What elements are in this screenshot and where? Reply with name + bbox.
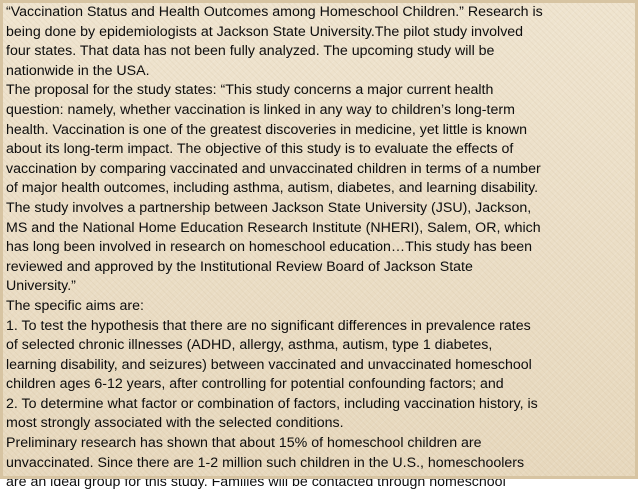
text-line: nationwide in the USA. [6, 62, 150, 79]
text-line: unvaccinated. Since there are 1-2 million such children in the U.S., homeschoolers [6, 454, 525, 471]
text-line: learning disability, and seizures) between vaccinated and unvaccinated homeschool [6, 356, 532, 373]
text-line: University.” [6, 278, 76, 295]
text-line: 1. To test the hypothesis that there are no significant differences in prevalence rates [6, 317, 531, 334]
text-line: being done by epidemiologists at Jackson State University.The pilot study involved [6, 23, 524, 40]
text-line: “Vaccination Status and Health Outcomes among Homeschool Children.” Research is [6, 4, 543, 20]
text-line: The proposal for the study states: “This study concerns a major current health [6, 82, 494, 99]
text-line: most strongly associated with the selected conditions. [6, 415, 344, 432]
text-line: of major health outcomes, including asthma, autism, diabetes, and learning disability. [6, 180, 539, 197]
text-line: Preliminary research has shown that about 15% of homeschool children are [6, 435, 482, 452]
text-line: are an ideal group for this study. Families will be contacted through homeschool [6, 474, 506, 491]
body-text [6, 3, 634, 493]
text-line: four states. That data has not been fully analyzed. The upcoming study will be [6, 43, 495, 60]
text-line: about its long-term impact. The objective of this study is to evaluate the effects of [6, 141, 514, 158]
text-line: The specific aims are: [6, 297, 144, 314]
text-line: The study involves a partnership between Jackson State University (JSU), Jackson, [6, 199, 532, 216]
text-line: has long been involved in research on homeschool education…This study has been [6, 239, 533, 256]
text-line: children ages 6-12 years, after controlling for potential confounding factors; and [6, 376, 504, 393]
text-line: 2. To determine what factor or combination of factors, including vaccination history, is [6, 395, 538, 412]
text-line: vaccination by comparing vaccinated and unvaccinated children in terms of a number [6, 160, 541, 177]
text-line: health. Vaccination is one of the greatest discoveries in medicine, yet little is known [6, 121, 528, 138]
text-line: MS and the National Home Education Research Institute (NHERI), Salem, OR, which [6, 219, 541, 236]
text-line: question: namely, whether vaccination is linked in any way to children’s long-term [6, 101, 515, 118]
text-line: reviewed and approved by the Institutional Review Board of Jackson State [6, 258, 473, 275]
text-line: of selected chronic illnesses (ADHD, allergy, asthma, autism, type 1 diabetes, [6, 337, 493, 354]
